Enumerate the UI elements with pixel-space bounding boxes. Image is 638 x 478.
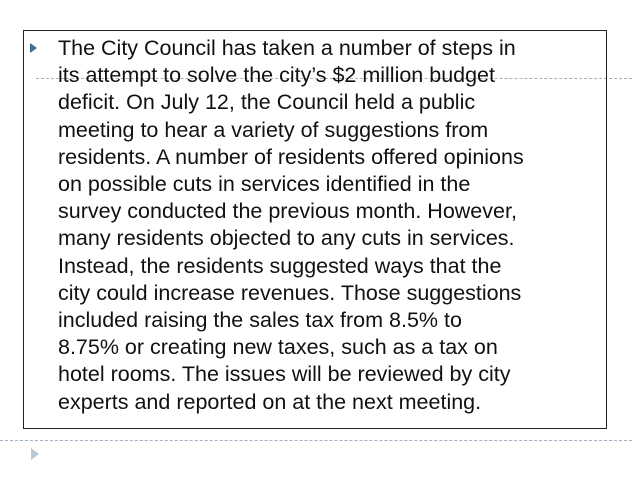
bullet-paragraph <box>58 35 604 416</box>
text-line: many residents objected to any cuts in services. <box>58 226 515 251</box>
text-line: experts and reported on at the next meeting. <box>58 389 482 414</box>
triangle-marker-icon <box>31 448 39 460</box>
text-line: deficit. On July 12, the Council held a public <box>58 90 476 115</box>
text-line: Instead, the residents suggested ways that the <box>58 253 502 278</box>
text-box <box>23 30 607 429</box>
text-line: on possible cuts in services identified in the <box>58 172 471 197</box>
text-line: 8.75% or creating new taxes, such as a tax on <box>58 335 498 360</box>
text-line: included raising the sales tax from 8.5% to <box>58 308 462 333</box>
text-line: The City Council has taken a number of steps in <box>58 36 516 60</box>
text-line: city could increase revenues. Those suggestions <box>58 280 522 305</box>
text-line: survey conducted the previous month. However, <box>58 199 517 224</box>
text-line: its attempt to solve the city’s $2 million budget <box>58 63 495 88</box>
text-line: hotel rooms. The issues will be reviewed by city <box>58 362 511 387</box>
triangle-bullet-icon <box>30 43 37 53</box>
text-line: residents. A number of residents offered opinions <box>58 144 524 169</box>
text-line: meeting to hear a variety of suggestions from <box>58 117 489 142</box>
decorative-dashed-line-bottom <box>0 440 632 441</box>
